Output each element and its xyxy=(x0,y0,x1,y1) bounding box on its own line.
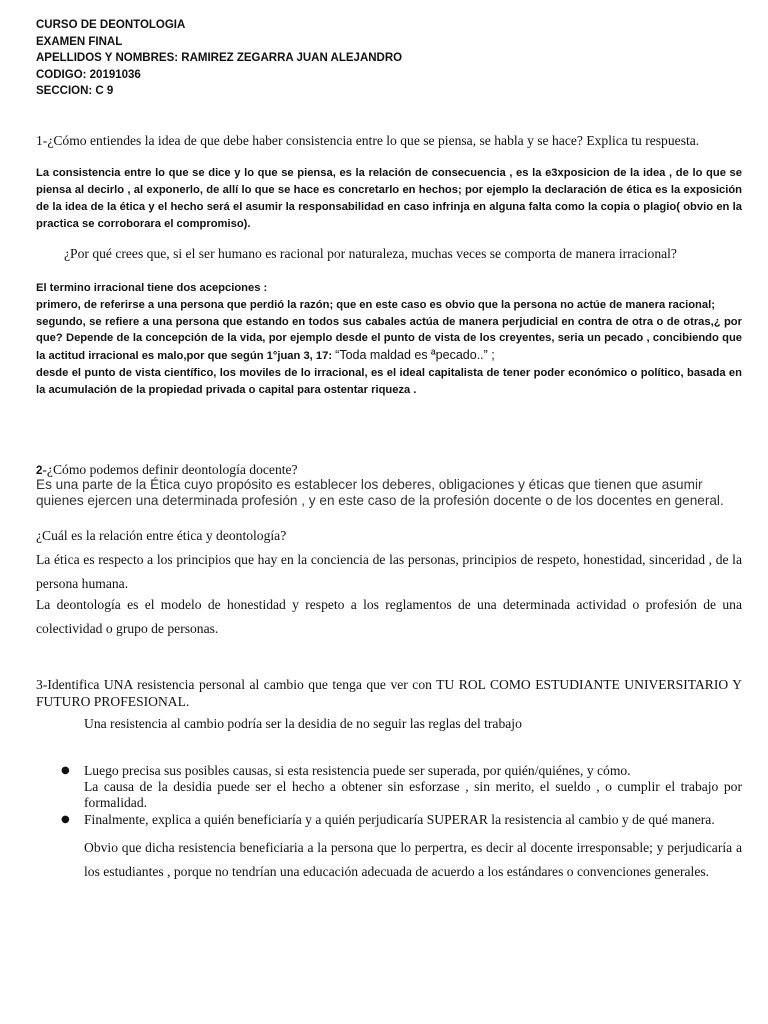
q1b-answer-quote: “Toda maldad es ªpecado..” ; xyxy=(335,348,495,363)
q3-bullet1-question: Luego precisa sus posibles causas, si esta resistencia puede ser superada, por quién/quiénes, y cómo. xyxy=(84,763,631,778)
q1b-answer-second-text: segundo, se refiere a una persona que estando en todos sus cabales actúa de manera perjudicial en contra de otra o de otras,¿ por que? Depende de la concepción de la vida, por ejemplo desde el punto de vista de los creyentes, seria un pecado , concibiendo que la actitud irracional es malo,por que según 1°juan 3, 17: xyxy=(36,315,742,363)
q2b-answer-ethics: La ética es respecto a los principios que hay en la conciencia de las personas, principios de respeto, honestidad, sinceridad , de la persona humana. xyxy=(36,552,742,591)
q1b-answer-third: desde el punto de vista científico, los moviles de lo irracional, es el ideal capitalista de tener poder económico o político, basada en la acumulación de la propiedad privada o capital para ostentar riqueza . xyxy=(36,366,742,396)
q2-number: 2 xyxy=(36,465,43,477)
q1b-question-text: ¿Por qué crees que, si el ser humano es racional por naturaleza, muchas veces se comporta de manera irracional? xyxy=(64,246,677,261)
q3-bullet2-answer: Obvio que dicha resistencia beneficiaria a la persona que lo perpertra, es decir al docente irresponsable; y perjudicaría a los estudiantes , porque no tendrían una educación adecuada de acuerdo a los estándares o convenciones generales. xyxy=(84,840,742,879)
q2-answer: Es una parte de la Ética cuyo propósito es establecer los deberes, obligaciones y éticas que tienen que asumir quienes ejercen una determinada profesión , y en este caso de la profesión docente o de los docentes en general. xyxy=(36,477,724,508)
q1-answer: La consistencia entre lo que se dice y lo que se piensa, es la relación de consecuencia , es la e3xposicion de la idea , de lo que se piensa al decirlo , al exponerlo, de allí lo que se hace es concretarlo en hechos; por ejemplo la declaración de ética es la exposición de la idea de la ética y el hecho será el asumir la responsabilidad en caso infrinja en alguna falta como la copia o plagio( obvio en la practica se corroborara el compromiso). xyxy=(36,167,742,230)
q2-question-text: -¿Cómo podemos definir deontología docente? xyxy=(42,462,298,477)
q1-question: 1-¿Cómo entiendes la idea de que debe haber consistencia entre lo que se piensa, se habla y se hace? Explica tu respuesta. xyxy=(36,133,700,148)
q1b-answer-second xyxy=(36,314,742,365)
q1b-answer-first: primero, de referirse a una persona que perdió la razón; que en este caso es obvio que la persona no actúe de manera racional; xyxy=(36,298,715,311)
exam-header xyxy=(36,17,402,100)
q3-bullet1-answer: La causa de la desidia puede ser el hecho a obtener sin esforzase , sin merito, el sueldo , o cumplir el trabajo por formalidad. xyxy=(84,779,742,810)
bullet-icon: ● xyxy=(61,765,70,776)
q1b-question xyxy=(36,246,742,263)
q1b-answer xyxy=(36,280,742,399)
student-section: SECCION: C 9 xyxy=(36,85,114,97)
q2b-answer-deontology: La deontología es el modelo de honestidad y respeto a los reglamentos de una determinada actividad o profesión de una colectividad o grupo de personas. xyxy=(36,597,742,636)
q3-bullet2-question: Finalmente, explica a quién beneficiaría y a quién perjudicaría SUPERAR la resistencia al cambio y de qué manera. xyxy=(84,812,715,827)
q3-answer: Una resistencia al cambio podría ser la desidia de no seguir las reglas del trabajo xyxy=(84,716,522,731)
student-code: CODIGO: 20191036 xyxy=(36,68,141,81)
q3-bullet-list xyxy=(36,763,742,884)
q3-bullet-causes xyxy=(36,763,742,811)
student-names: APELLIDOS Y NOMBRES: RAMIREZ ZEGARRA JUAN ALEJANDRO xyxy=(36,52,403,64)
q2b-question: ¿Cuál es la relación entre ética y deontología? xyxy=(36,528,287,543)
exam-title: EXAMEN FINAL xyxy=(36,35,123,48)
course-title: CURSO DE DEONTOLOGIA xyxy=(36,19,186,31)
q3-bullet-beneficiary xyxy=(36,812,742,884)
bullet-icon: ● xyxy=(61,814,70,825)
q1b-answer-intro: El termino irracional tiene dos acepciones : xyxy=(36,282,268,294)
q3-question: 3-Identifica UNA resistencia personal al cambio que tenga que ver con TU ROL COMO ESTUDIANTE UNIVERSITARIO Y FUTURO PROFESIONAL. xyxy=(36,677,742,709)
